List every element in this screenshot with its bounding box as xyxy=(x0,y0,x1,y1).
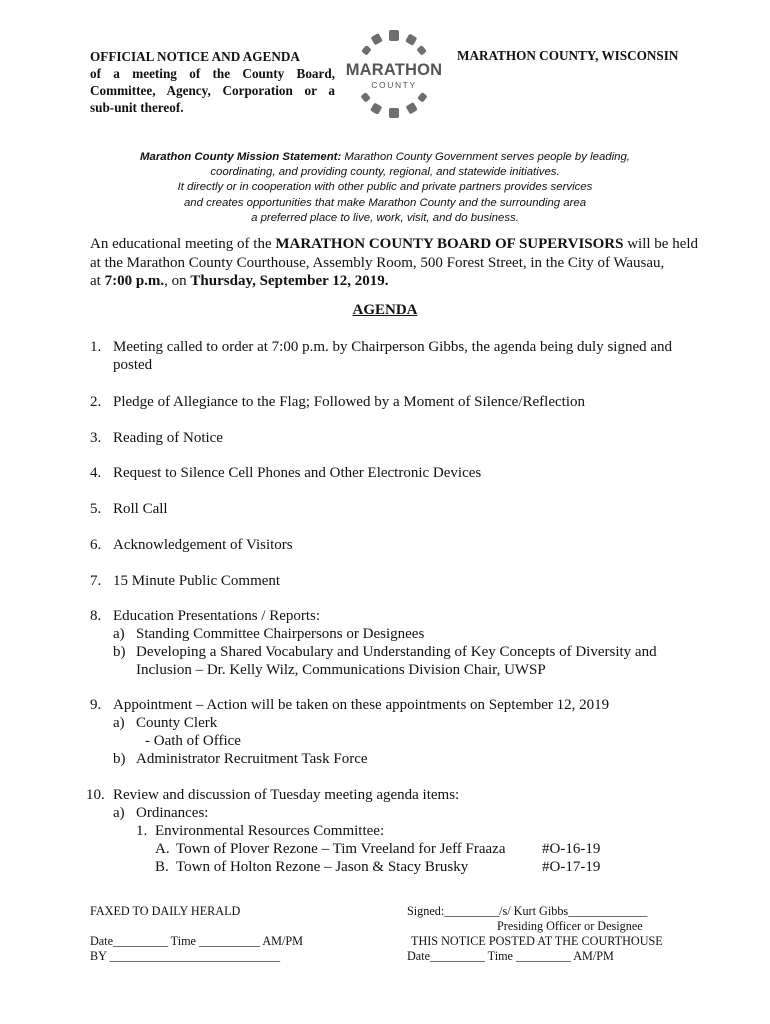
mission-text: coordinating, and providing county, regional, and statewide initiatives. xyxy=(210,166,560,179)
agenda-subitem xyxy=(113,643,703,683)
board-name: MARATHON COUNTY BOARD OF SUPERVISORS xyxy=(275,236,624,252)
mission-label: Marathon County Mission Statement: xyxy=(140,151,342,163)
subitem-text: County Clerk xyxy=(136,715,218,731)
item-text: Acknowledgement of Visitors xyxy=(113,537,293,553)
item-number: 4. xyxy=(90,465,102,481)
item-text: Reading of Notice xyxy=(113,430,223,446)
ordinance-label: A. xyxy=(155,841,170,857)
item-text: Request to Silence Cell Phones and Other Electronic Devices xyxy=(113,465,482,481)
faxed-notice: FAXED TO DAILY HERALD xyxy=(90,904,241,918)
agenda-subsubitem xyxy=(136,822,696,842)
ordinance-code: #O-17-19 xyxy=(542,859,601,875)
subitem-text-line: Inclusion – Dr. Kelly Wilz, Communications Division Chair, UWSP xyxy=(136,662,546,679)
signed-value: :_________/s/ Kurt Gibbs_____________ xyxy=(440,904,648,918)
notice-subtitle-line: of a meeting of the County Board, xyxy=(90,66,335,81)
item-text: Review and discussion of Tuesday meeting agenda items: xyxy=(113,787,460,803)
presiding-officer: Presiding Officer or Designee xyxy=(497,919,643,933)
mission-statement xyxy=(110,150,660,226)
subitem-label: a) xyxy=(113,805,125,821)
notice-heading xyxy=(90,48,335,116)
agenda-item xyxy=(90,500,710,520)
agenda-item xyxy=(90,429,710,449)
item-text: Appointment – Action will be taken on these appointments on September 12, 2019 xyxy=(113,697,610,713)
agenda-item xyxy=(90,607,710,627)
fax-by-line: BY ____________________________ xyxy=(90,949,281,963)
intro-text: at xyxy=(90,273,105,289)
agenda-subitem xyxy=(113,625,703,645)
subitem-label: b) xyxy=(113,751,126,767)
notice-subtitle-line: sub-unit thereof. xyxy=(90,100,184,115)
agenda-item xyxy=(86,786,710,806)
subitem-label: 1. xyxy=(136,823,148,839)
item-number: 5. xyxy=(90,501,102,517)
item-number: 9. xyxy=(90,697,102,713)
subitem-text: Administrator Recruitment Task Force xyxy=(136,751,368,767)
ordinance-code: #O-16-19 xyxy=(542,841,601,857)
agenda-title: AGENDA xyxy=(352,302,418,318)
marathon-county-logo xyxy=(344,28,444,120)
mission-text: a preferred place to live, work, visit, and do business. xyxy=(251,211,519,224)
agenda-subsubitem: - Oath of Office xyxy=(145,733,241,749)
mission-text: and creates opportunities that make Marathon County and the surrounding area xyxy=(183,196,587,209)
mission-text: It directly or in cooperation with other public and private partners provides services xyxy=(177,181,593,194)
item-number: 1. xyxy=(90,339,102,355)
agenda-item xyxy=(90,393,710,413)
subitem-text-line: Developing a Shared Vocabulary and Understanding of Key Concepts of Diversity and xyxy=(136,644,657,660)
intro-location: at the Marathon County Courthouse, Assembly Room, 500 Forest Street, in the City of Wausau, xyxy=(90,254,665,271)
item-text: Roll Call xyxy=(113,501,168,517)
notice-subtitle-line: Committee, Agency, Corporation or a xyxy=(90,83,335,98)
posted-date-line: Date_________ Time _________ AM/PM xyxy=(407,949,614,963)
item-text xyxy=(113,338,713,375)
subitem-label: a) xyxy=(113,715,125,731)
logo-wordmark: MARATHON xyxy=(345,61,443,79)
subitem-text: Standing Committee Chairpersons or Designees xyxy=(136,626,425,642)
agenda-subitem xyxy=(113,804,703,824)
agenda-item xyxy=(90,464,710,484)
item-text: 15 Minute Public Comment xyxy=(113,573,281,589)
item-number: 2. xyxy=(90,394,102,410)
item-number: 7. xyxy=(90,573,102,589)
agenda-item xyxy=(90,338,710,378)
meeting-intro xyxy=(90,235,710,291)
agenda-subitem xyxy=(113,714,703,734)
item-text: Pledge of Allegiance to the Flag; Followed by a Moment of Silence/Reflection xyxy=(113,394,585,410)
agenda-item xyxy=(90,572,710,592)
ordinance-label: B. xyxy=(155,859,169,875)
ordinance-row xyxy=(155,840,625,860)
agenda-item xyxy=(90,696,710,716)
item-number: 6. xyxy=(90,537,102,553)
county-state-heading: MARATHON COUNTY, WISCONSIN xyxy=(457,48,679,63)
item-text: Education Presentations / Reports: xyxy=(113,608,321,624)
agenda-subitem xyxy=(113,750,703,770)
subitem-text: Environmental Resources Committee: xyxy=(155,823,385,839)
subitem-text: Ordinances: xyxy=(136,805,209,821)
ordinance-title: Town of Holton Rezone – Jason & Stacy Brusky xyxy=(176,859,469,875)
subitem-text xyxy=(136,643,701,680)
ordinance-title: Town of Plover Rezone – Tim Vreeland for Jeff Fraaza xyxy=(176,841,506,857)
intro-text: will be held xyxy=(623,236,699,252)
subitem-label: b) xyxy=(113,644,126,660)
meeting-time: 7:00 p.m. xyxy=(104,273,165,289)
item-number: 3. xyxy=(90,430,102,446)
intro-text: , on xyxy=(164,273,191,289)
notice-title: OFFICIAL NOTICE AND AGENDA xyxy=(90,49,300,64)
ordinance-row xyxy=(155,858,625,878)
intro-text: An educational meeting of the xyxy=(90,236,276,252)
logo-wordmark-sub: COUNTY xyxy=(371,80,417,90)
item-number: 10. xyxy=(86,787,105,803)
subitem-label: a) xyxy=(113,626,125,642)
item-text-line: Meeting called to order at 7:00 p.m. by Chairperson Gibbs, the agenda being duly signed and xyxy=(113,339,673,355)
signature-line xyxy=(407,904,647,919)
item-number: 8. xyxy=(90,608,102,624)
mission-text: Marathon County Government serves people by leading, xyxy=(341,151,630,163)
signed-label: Signed xyxy=(407,904,441,918)
item-text-line: posted xyxy=(113,357,153,374)
agenda-item xyxy=(90,536,710,556)
fax-date-line: Date_________ Time __________ AM/PM xyxy=(90,934,303,948)
meeting-date: Thursday, September 12, 2019. xyxy=(190,273,389,289)
posted-notice: THIS NOTICE POSTED AT THE COURTHOUSE xyxy=(411,934,663,948)
